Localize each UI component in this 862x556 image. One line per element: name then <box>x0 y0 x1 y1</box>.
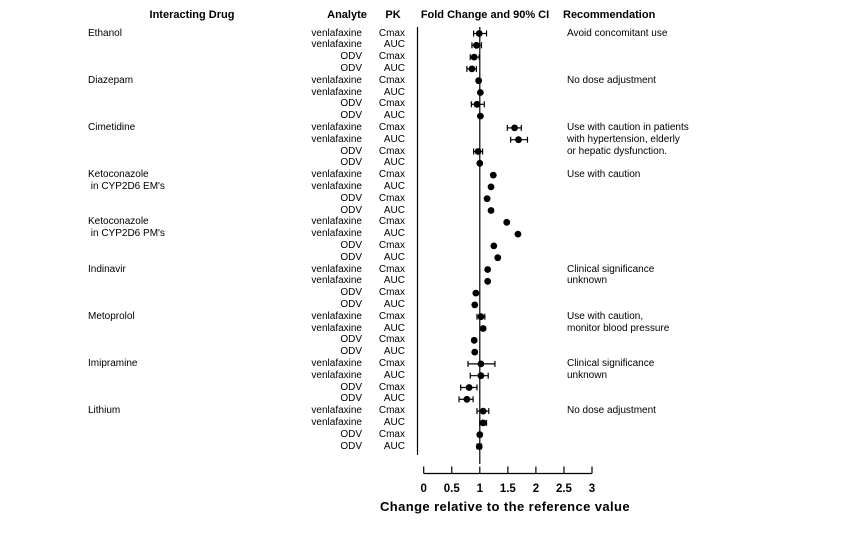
analyte-cell: venlafaxine <box>311 310 362 322</box>
data-point <box>471 337 478 344</box>
drug-label: in CYP2D6 EM's <box>88 180 165 192</box>
analyte-cell: ODV <box>340 381 362 393</box>
data-point <box>474 101 481 108</box>
analyte-cell: venlafaxine <box>311 369 362 381</box>
x-axis-tick-label: 3 <box>588 483 596 495</box>
recommendation-line: Clinical significance <box>567 263 655 275</box>
pk-cell: Cmax <box>378 192 405 204</box>
recommendation-line: unknown <box>567 275 608 287</box>
pk-cell: Cmax <box>378 263 405 275</box>
analyte-cell: ODV <box>340 287 362 299</box>
analyte-cell: venlafaxine <box>311 416 362 428</box>
data-point <box>515 231 522 238</box>
pk-cell: AUC <box>383 322 405 334</box>
data-point <box>476 30 483 37</box>
data-point <box>471 302 478 309</box>
data-point <box>503 219 510 226</box>
data-point <box>484 278 491 285</box>
recommendation-line: Clinical significance <box>567 357 655 369</box>
data-point <box>475 148 482 155</box>
pk-cell: Cmax <box>378 121 405 133</box>
recommendation-line: Use with caution <box>567 169 641 181</box>
analyte-cell: venlafaxine <box>311 133 362 145</box>
pk-cell: Cmax <box>378 357 405 369</box>
analyte-cell: venlafaxine <box>311 357 362 369</box>
analyte-cell: ODV <box>340 145 362 157</box>
data-point <box>471 349 478 356</box>
analyte-cell: ODV <box>340 110 362 122</box>
x-axis-tick-label: 1.5 <box>499 483 516 495</box>
data-point <box>515 136 522 143</box>
data-point <box>478 372 485 379</box>
pk-cell: Cmax <box>378 310 405 322</box>
analyte-cell: ODV <box>340 346 362 358</box>
drug-label: Imipramine <box>88 357 138 369</box>
analyte-cell: venlafaxine <box>311 263 362 275</box>
data-point <box>476 431 483 438</box>
drug-label: Ketoconazole <box>88 216 149 228</box>
pk-cell: AUC <box>383 39 405 51</box>
data-point <box>490 172 497 179</box>
pk-cell: AUC <box>383 369 405 381</box>
pk-cell: AUC <box>383 180 405 192</box>
analyte-cell: venlafaxine <box>311 39 362 51</box>
pk-cell: AUC <box>383 251 405 263</box>
drug-label: Indinavir <box>88 263 126 275</box>
pk-cell: AUC <box>383 86 405 98</box>
column-header-fold-change: Fold Change and 90% CI <box>420 9 550 21</box>
pk-cell: Cmax <box>378 405 405 417</box>
pk-cell: AUC <box>383 228 405 240</box>
data-point <box>475 77 482 84</box>
analyte-cell: ODV <box>340 428 362 440</box>
drug-label: Metoprolol <box>88 310 135 322</box>
data-point <box>477 89 484 96</box>
recommendation-line: with hypertension, elderly <box>567 133 680 145</box>
pk-cell: Cmax <box>378 216 405 228</box>
column-header-pk: PK <box>385 9 401 21</box>
recommendation-line: monitor blood pressure <box>567 322 670 334</box>
data-point <box>484 266 491 273</box>
analyte-cell: ODV <box>340 192 362 204</box>
analyte-cell: ODV <box>340 393 362 405</box>
pk-cell: Cmax <box>378 239 405 251</box>
analyte-cell: ODV <box>340 51 362 63</box>
x-axis-label: Change relative to the reference value <box>379 499 630 514</box>
pk-cell: AUC <box>383 298 405 310</box>
analyte-cell: venlafaxine <box>311 216 362 228</box>
data-point <box>476 443 483 450</box>
analyte-cell: venlafaxine <box>311 86 362 98</box>
data-point <box>484 195 491 202</box>
data-point <box>472 290 479 297</box>
analyte-cell: ODV <box>340 98 362 110</box>
pk-cell: AUC <box>383 62 405 74</box>
data-point <box>477 113 484 120</box>
analyte-cell: ODV <box>340 239 362 251</box>
pk-cell: Cmax <box>378 428 405 440</box>
recommendation-line: Avoid concomitant use <box>567 27 668 39</box>
drug-label: Diazepam <box>88 74 134 86</box>
pk-cell: AUC <box>383 204 405 216</box>
pk-cell: AUC <box>383 110 405 122</box>
data-point <box>478 361 485 368</box>
data-point <box>478 313 485 320</box>
pk-cell: Cmax <box>378 98 405 110</box>
x-axis-tick-label: 2.5 <box>555 483 572 495</box>
x-axis-tick-label: 0.5 <box>443 483 460 495</box>
pk-cell: AUC <box>383 416 405 428</box>
recommendation-line: No dose adjustment <box>567 405 656 417</box>
analyte-cell: ODV <box>340 62 362 74</box>
data-point <box>488 207 495 214</box>
data-point <box>463 396 470 403</box>
recommendation-line: unknown <box>567 369 608 381</box>
pk-cell: AUC <box>383 157 405 169</box>
data-point <box>471 54 478 61</box>
column-header-analyte: Analyte <box>327 9 367 21</box>
analyte-cell: ODV <box>340 251 362 263</box>
recommendation-line: or hepatic dysfunction. <box>567 145 668 157</box>
x-axis-tick-label: 2 <box>532 483 540 495</box>
analyte-cell: venlafaxine <box>311 169 362 181</box>
pk-cell: AUC <box>383 133 405 145</box>
data-point <box>480 325 487 332</box>
drug-label: in CYP2D6 PM's <box>88 228 165 240</box>
analyte-cell: venlafaxine <box>311 275 362 287</box>
analyte-cell: ODV <box>340 157 362 169</box>
data-point <box>480 420 487 427</box>
drug-label: Ketoconazole <box>88 169 149 181</box>
data-point <box>466 384 473 391</box>
analyte-cell: venlafaxine <box>311 228 362 240</box>
data-point <box>480 408 487 415</box>
pk-cell: Cmax <box>378 334 405 346</box>
data-point <box>469 66 476 73</box>
column-header-recommendation: Recommendation <box>563 9 656 21</box>
analyte-cell: ODV <box>340 298 362 310</box>
pk-cell: Cmax <box>378 74 405 86</box>
recommendation-line: No dose adjustment <box>567 74 656 86</box>
pk-cell: Cmax <box>378 145 405 157</box>
analyte-cell: venlafaxine <box>311 405 362 417</box>
data-point <box>473 42 480 49</box>
data-point <box>511 125 518 132</box>
analyte-cell: venlafaxine <box>311 322 362 334</box>
pk-cell: AUC <box>383 440 405 452</box>
data-point <box>488 184 495 191</box>
drug-label: Cimetidine <box>88 121 136 133</box>
analyte-cell: venlafaxine <box>311 74 362 86</box>
data-point <box>476 160 483 167</box>
analyte-cell: venlafaxine <box>311 27 362 39</box>
column-header-interacting-drug: Interacting Drug <box>149 9 235 21</box>
pk-cell: Cmax <box>378 287 405 299</box>
pk-cell: Cmax <box>378 27 405 39</box>
pk-cell: Cmax <box>378 51 405 63</box>
drug-label: Lithium <box>88 405 121 417</box>
recommendation-line: Use with caution, <box>567 310 644 322</box>
pk-cell: Cmax <box>378 381 405 393</box>
pk-cell: AUC <box>383 346 405 358</box>
drug-label: Ethanol <box>88 27 122 39</box>
analyte-cell: ODV <box>340 204 362 216</box>
data-point <box>490 243 497 250</box>
data-point <box>494 254 501 261</box>
analyte-cell: ODV <box>340 440 362 452</box>
recommendation-line: Use with caution in patients <box>567 121 689 133</box>
pk-cell: AUC <box>383 393 405 405</box>
analyte-cell: ODV <box>340 334 362 346</box>
analyte-cell: venlafaxine <box>311 180 362 192</box>
x-axis-tick-label: 1 <box>476 483 484 495</box>
pk-cell: Cmax <box>378 169 405 181</box>
analyte-cell: venlafaxine <box>311 121 362 133</box>
pk-cell: AUC <box>383 275 405 287</box>
x-axis-tick-label: 0 <box>420 483 427 495</box>
